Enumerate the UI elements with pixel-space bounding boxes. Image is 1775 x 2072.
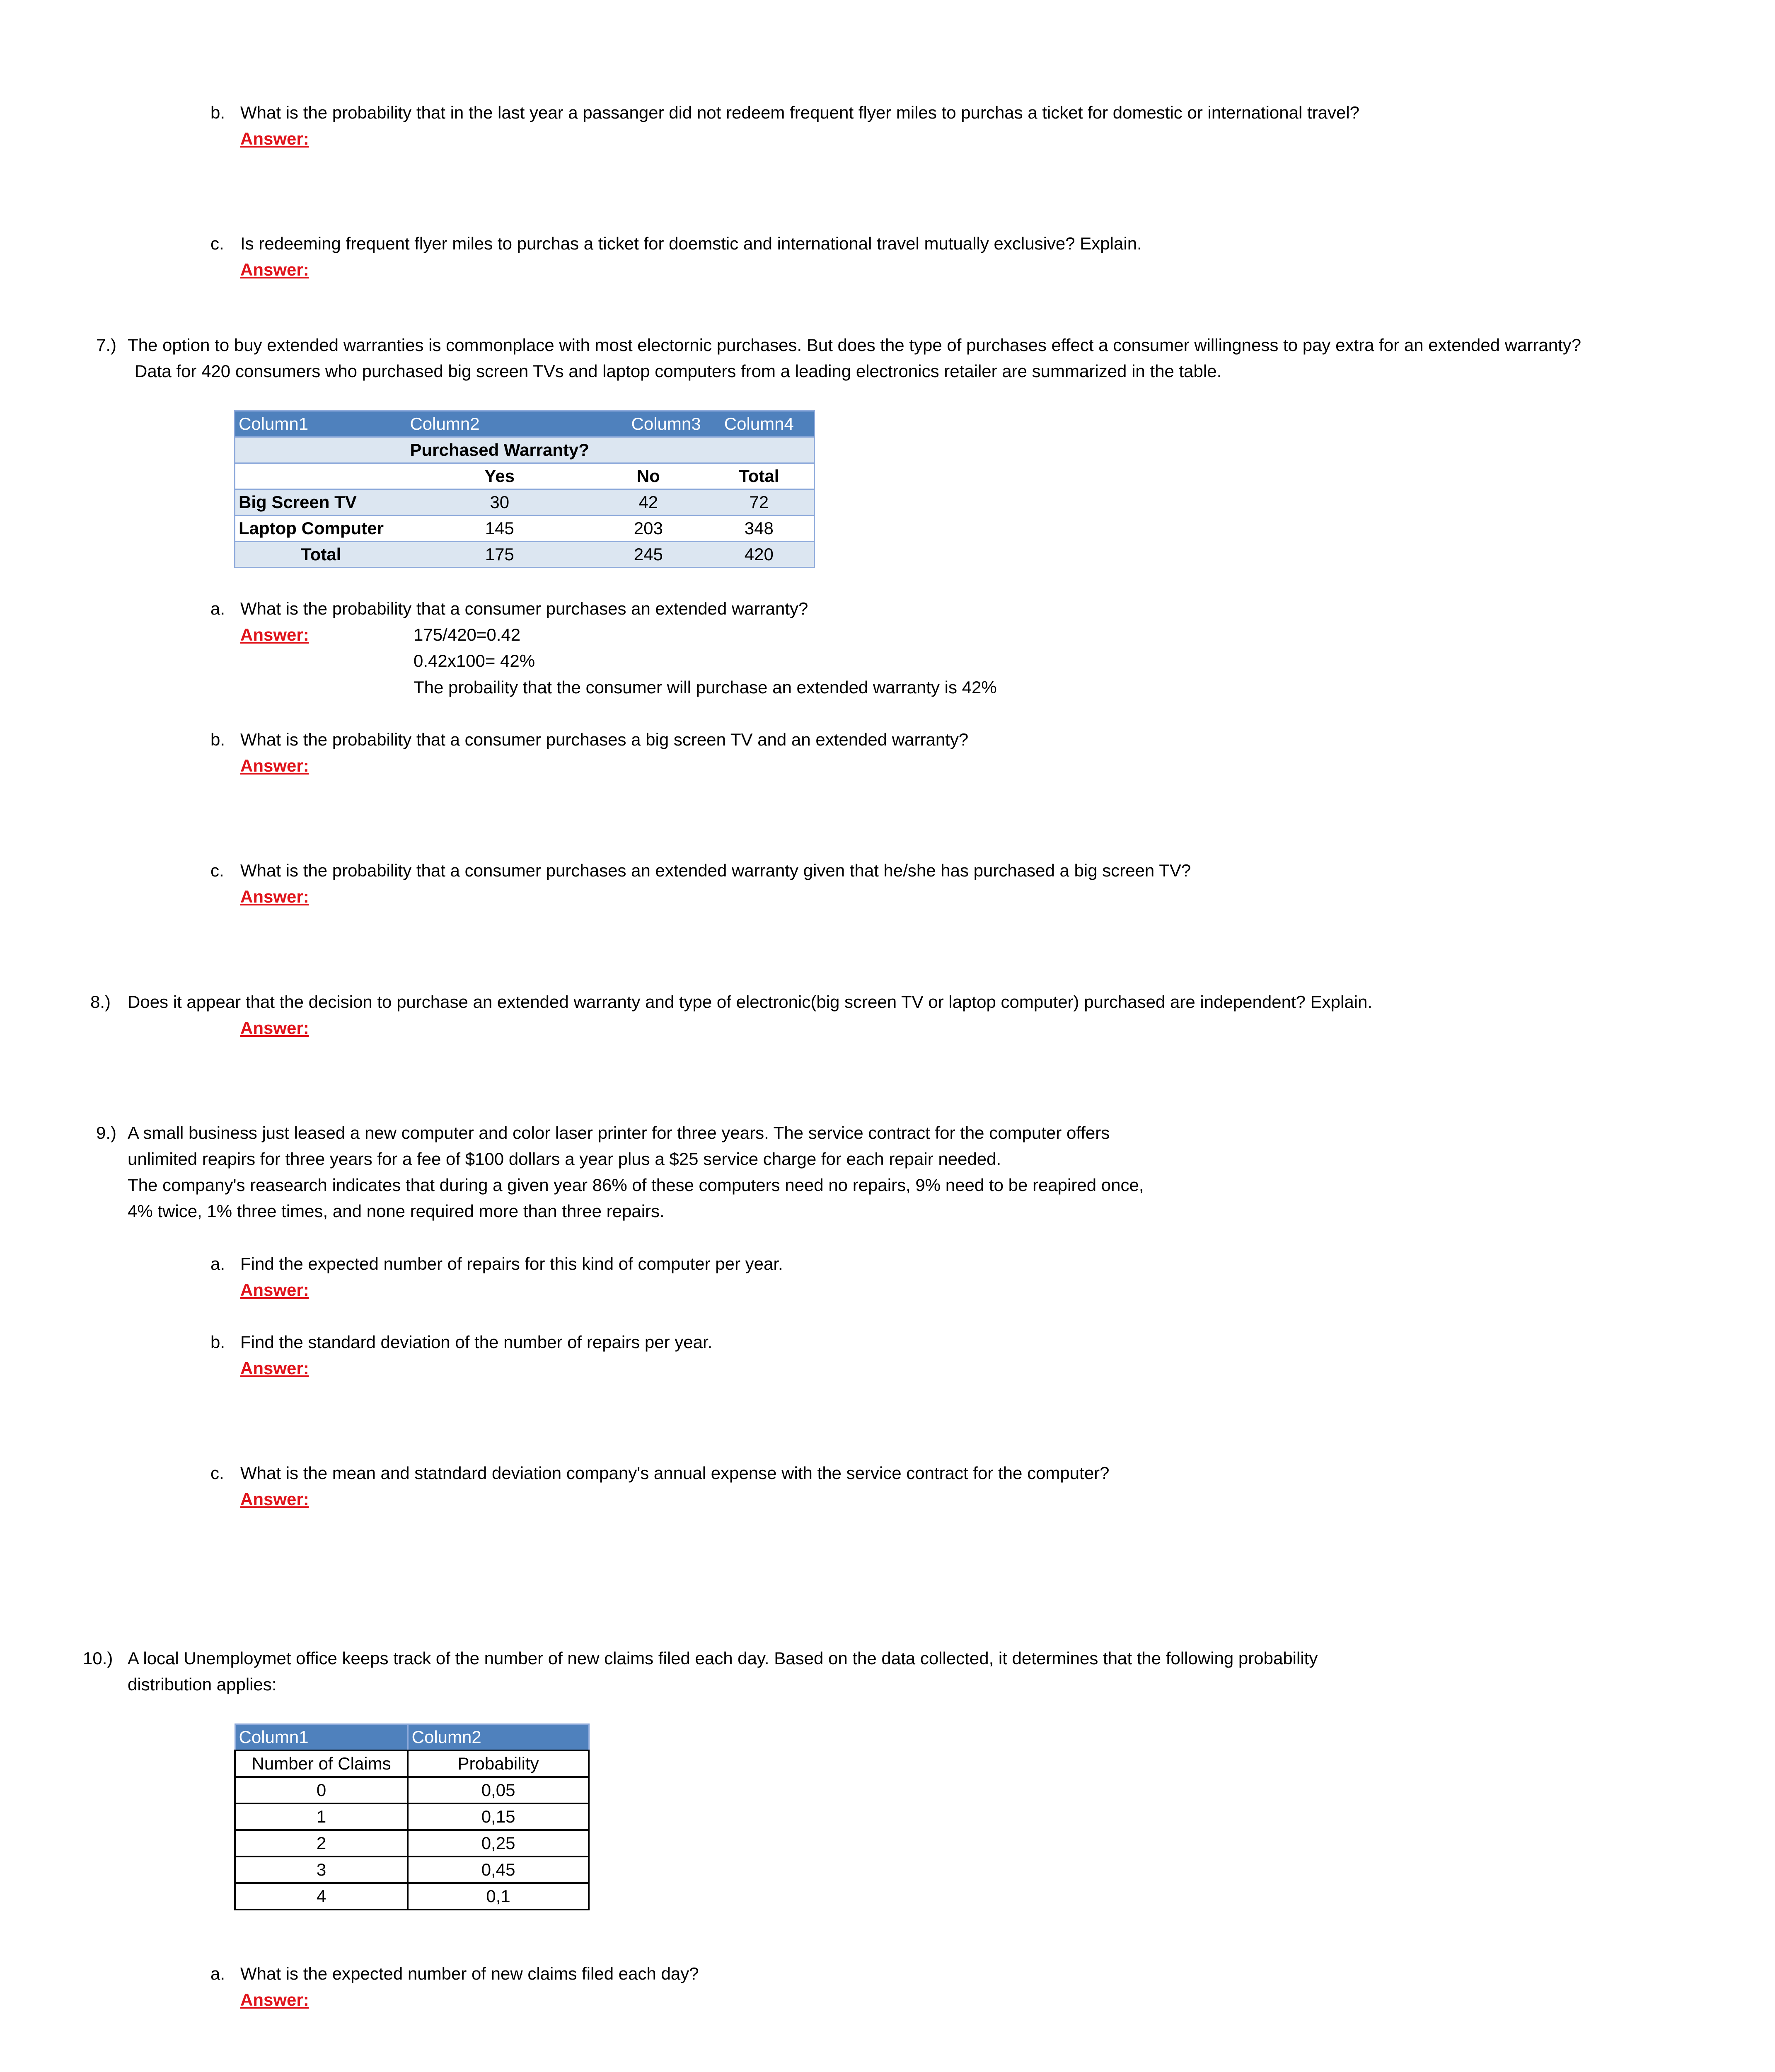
cell-laptop-total: 348 bbox=[704, 516, 815, 542]
probability-cell: 0,25 bbox=[408, 1830, 589, 1857]
table-row bbox=[235, 1830, 589, 1857]
q9-b-question: Find the standard deviation of the number of repairs per year. bbox=[240, 1332, 713, 1352]
q10-a-answer-label: Answer: bbox=[240, 1990, 309, 2009]
cell-laptop-yes: 145 bbox=[406, 516, 592, 542]
probability-cell: 0,45 bbox=[408, 1857, 589, 1883]
table-row bbox=[235, 1803, 589, 1830]
table-row bbox=[235, 1883, 589, 1910]
warranty-table-header-row bbox=[235, 411, 815, 437]
table-row bbox=[235, 1857, 589, 1883]
warranty-table bbox=[234, 410, 815, 568]
q6-b-marker: b. bbox=[210, 103, 225, 122]
claims-col2-header: Column2 bbox=[408, 1724, 589, 1751]
cell-tv-yes: 30 bbox=[406, 489, 592, 516]
q6-c-question: Is redeeming frequent flyer miles to purchas a ticket for doemstic and international travel mutually exclusive? Explain. bbox=[240, 234, 1142, 253]
q6-b-question: What is the probability that in the last year a passanger did not redeem frequent flyer miles to purchas a ticket for domestic or international travel? bbox=[240, 103, 1360, 122]
q10-a-marker: a. bbox=[210, 1964, 225, 1983]
warranty-col4-header: Column4 bbox=[704, 411, 815, 437]
q9-line2: unlimited reapirs for three years for a fee of $100 dollars a year plus a $25 service charge for each repair needed. bbox=[128, 1149, 1001, 1169]
total-header: Total bbox=[704, 463, 815, 489]
claims-table bbox=[234, 1723, 590, 1910]
claims-subheader-row bbox=[235, 1750, 589, 1777]
claims-cell: 2 bbox=[235, 1830, 408, 1857]
q6-b-answer-label: Answer: bbox=[240, 129, 309, 148]
warranty-col2-header: Column2 bbox=[406, 411, 592, 437]
q9-c-marker: c. bbox=[210, 1463, 224, 1483]
q9-line1: A small business just leased a new computer and color laser printer for three years. The service contract for the computer offers bbox=[128, 1123, 1110, 1143]
cell-total-total: 420 bbox=[704, 542, 815, 568]
number-of-claims-header: Number of Claims bbox=[235, 1750, 408, 1777]
q8-number: 8.) bbox=[90, 992, 111, 1012]
row-label-big-screen-tv: Big Screen TV bbox=[235, 489, 407, 516]
warranty-group-row bbox=[235, 437, 815, 463]
q7-b-question: What is the probability that a consumer purchases a big screen TV and an extended warranty? bbox=[240, 730, 969, 749]
q7-number: 7.) bbox=[96, 335, 117, 355]
q9-a-answer-label: Answer: bbox=[240, 1280, 309, 1300]
q7-intro-line2: Data for 420 consumers who purchased big screen TVs and laptop computers from a leading electronics retailer are summarized in the table. bbox=[135, 361, 1222, 381]
q9-b-marker: b. bbox=[210, 1332, 225, 1352]
q7-c-marker: c. bbox=[210, 861, 224, 880]
claims-cell: 4 bbox=[235, 1883, 408, 1910]
table-row bbox=[235, 1777, 589, 1803]
table-row bbox=[235, 542, 815, 568]
no-header: No bbox=[592, 463, 704, 489]
probability-cell: 0,1 bbox=[408, 1883, 589, 1910]
cell-total-no: 245 bbox=[592, 542, 704, 568]
q6-c-answer-label: Answer: bbox=[240, 260, 309, 279]
q10-number: 10.) bbox=[83, 1648, 113, 1668]
q6-c-marker: c. bbox=[210, 234, 224, 253]
claims-col1-header: Column1 bbox=[235, 1724, 408, 1751]
q9-a-question: Find the expected number of repairs for this kind of computer per year. bbox=[240, 1254, 783, 1273]
q10-a-question: What is the expected number of new claims filed each day? bbox=[240, 1964, 699, 1983]
q7-c-answer-label: Answer: bbox=[240, 887, 309, 906]
q7-b-answer-label: Answer: bbox=[240, 756, 309, 775]
warranty-col3-header: Column3 bbox=[592, 411, 704, 437]
q7-a-work-line1: 175/420=0.42 bbox=[414, 625, 521, 644]
claims-table-header-row bbox=[235, 1724, 589, 1751]
purchased-warranty-label: Purchased Warranty? bbox=[406, 437, 592, 463]
claims-cell: 0 bbox=[235, 1777, 408, 1803]
q9-c-answer-label: Answer: bbox=[240, 1489, 309, 1509]
q9-number: 9.) bbox=[96, 1123, 117, 1143]
q9-line3: The company's reasearch indicates that during a given year 86% of these computers need no repairs, 9% need to be reapired once, bbox=[128, 1175, 1144, 1195]
table-row bbox=[235, 489, 815, 516]
probability-header: Probability bbox=[408, 1750, 589, 1777]
claims-cell: 1 bbox=[235, 1803, 408, 1830]
q7-a-marker: a. bbox=[210, 599, 225, 618]
probability-cell: 0,05 bbox=[408, 1777, 589, 1803]
q9-a-marker: a. bbox=[210, 1254, 225, 1273]
q7-b-marker: b. bbox=[210, 730, 225, 749]
q7-c-question: What is the probability that a consumer purchases an extended warranty given that he/she has purchased a big screen TV? bbox=[240, 861, 1191, 880]
q8-question: Does it appear that the decision to purchase an extended warranty and type of electronic(big screen TV or laptop computer) purchased are independent? Explain. bbox=[128, 992, 1373, 1012]
q9-c-question: What is the mean and statndard deviation company's annual expense with the service contract for the computer? bbox=[240, 1463, 1110, 1483]
warranty-subheader-row bbox=[235, 463, 815, 489]
table-row bbox=[235, 516, 815, 542]
cell-laptop-no: 203 bbox=[592, 516, 704, 542]
q7-intro-line1: The option to buy extended warranties is commonplace with most electornic purchases. But does the type of purchases effect a consumer willingness to pay extra for an extended warranty? bbox=[128, 335, 1582, 355]
q9-b-answer-label: Answer: bbox=[240, 1358, 309, 1378]
q7-a-answer-label: Answer: bbox=[240, 625, 309, 644]
cell-total-yes: 175 bbox=[406, 542, 592, 568]
q7-a-work-line3: The probaility that the consumer will purchase an extended warranty is 42% bbox=[414, 678, 997, 697]
q9-line4: 4% twice, 1% three times, and none required more than three repairs. bbox=[128, 1201, 665, 1221]
yes-header: Yes bbox=[406, 463, 592, 489]
cell-tv-no: 42 bbox=[592, 489, 704, 516]
cell-tv-total: 72 bbox=[704, 489, 815, 516]
q10-intro-line2: distribution applies: bbox=[128, 1675, 277, 1694]
probability-cell: 0,15 bbox=[408, 1803, 589, 1830]
row-label-laptop: Laptop Computer bbox=[235, 516, 407, 542]
q8-answer-label: Answer: bbox=[240, 1018, 309, 1038]
q10-intro-line1: A local Unemploymet office keeps track of the number of new claims filed each day. Based on the data collected, it determines that the following probability bbox=[128, 1648, 1318, 1668]
warranty-col1-header: Column1 bbox=[235, 411, 407, 437]
row-label-total: Total bbox=[235, 542, 407, 568]
q7-a-question: What is the probability that a consumer purchases an extended warranty? bbox=[240, 599, 808, 618]
claims-cell: 3 bbox=[235, 1857, 408, 1883]
q7-a-work-line2: 0.42x100= 42% bbox=[414, 651, 535, 670]
